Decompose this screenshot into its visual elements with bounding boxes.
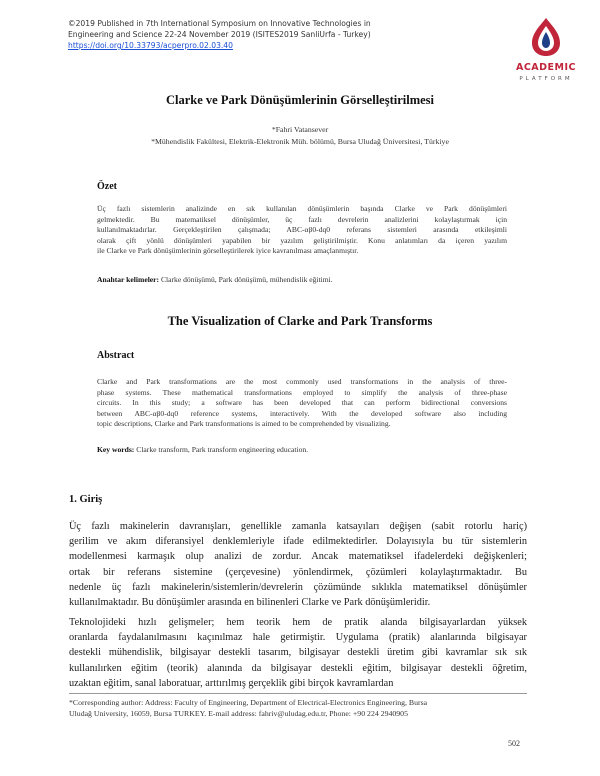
abstract-line: between ABC-αβ0-dq0 reference systems, interactively. With the developed software also including (97, 408, 507, 418)
abstract-keywords (97, 445, 507, 454)
abstract-keywords-text: Clarke transform, Park transform engineering education. (136, 445, 309, 454)
body-line: kullanılırken eğitim (teorik) alanında da bilgisayar destekli eğitim, bilgisayar destekli öğretim, (69, 662, 527, 674)
page-number: 502 (508, 739, 520, 748)
publication-header (68, 18, 398, 51)
header-line-2: Engineering and Science 22-24 November 2019 (ISITES2019 SanliUrfa - Turkey) (68, 30, 371, 39)
title-english: The Visualization of Clarke and Park Transforms (167, 314, 433, 328)
logo-name: ACADEMIC (515, 62, 576, 73)
abstract-paragraph (97, 377, 507, 430)
ozet-paragraph (97, 204, 507, 257)
academic-platform-logo-icon (508, 14, 584, 98)
body-line: kullanılmaktadır. Bu dönüşümler arasında en bilinenleri Clarke ve Park dönüşümleridir. (69, 597, 431, 609)
body-line: modellenmesi karmaşık olup analizi de zordur. Ancak matematiksel ifadelerdeki değişkenleri; (69, 551, 527, 563)
ozet-heading: Özet (97, 181, 117, 192)
abstract-heading: Abstract (97, 350, 135, 361)
body-line: Teknolojideki hızlı gelişmeler; hem teorik hem de pratik alanda bilgisayarlardan yüksek (69, 617, 527, 628)
doi-link[interactable]: https://doi.org/10.33793/acperpro.02.03.40 (68, 41, 233, 50)
footnote-divider (69, 693, 527, 694)
ozet-keywords-text: Clarke dönüşümü, Park dönüşümü, mühendislik eğitimi. (160, 275, 333, 284)
footnote-line-2: Uludağ University, 16059, Bursa TURKEY. E-mail address: fahriv@uludag.edu.tr, Phone: +90 224 2940905 (69, 709, 408, 718)
section1-paragraph-1 (69, 519, 527, 610)
ozet-line: gelmektedir. Bu matematiksel dönüşümler, üç fazlı devrelerin analizlerini kolaylaştırmak için (97, 214, 507, 224)
abstract-line: topic descriptions, Clarke and Park transformations is aimed to be comprehended by visualizing. (97, 419, 391, 429)
author: *Fahri Vatansever (271, 125, 329, 134)
ozet-keywords (97, 275, 507, 284)
footnote (69, 697, 527, 719)
body-line: destekli mühendislik, bilgisayar destekli tasarım, bilgisayar destekli üretim gibi kavramlar sık sık (69, 647, 527, 659)
body-line: nedenle üç fazlı makinelerin/sistemlerin/devrelerin çözümünde sıklıkla matematiksel dönüşümler (69, 581, 527, 593)
body-line: oranlarda faydalanılmasını kaçınılmaz hale getirmiştir. Uygulama (pratik) alanlarında bilgisayar (69, 632, 527, 644)
abstract-line: phase systems. These mathematical transformations employed to simplify the analysis of three-phase (97, 387, 507, 397)
ozet-line: ile Clarke ve Park dönüşümlerinin görselleştirilerek iyice kavranılması amaçlanmıştır. (97, 246, 359, 256)
abstract-line: circuits. In this study; a software has been developed that can perform bidirectional conversions (97, 398, 507, 408)
ozet-keywords-label: Anahtar kelimeler: (97, 275, 160, 284)
body-line: Üç fazlı makinelerin davranışları, genellikle zamanla katsayıları değişen (sabit rotorlu hariç) (69, 521, 527, 532)
logo-sub: PLATFORM (519, 76, 573, 82)
ozet-line: kullanılmaktadırlar. Gerçekleştirilen çalışmada; ABC-αβ0-dq0 referans sistemleri arasında etkileşimli (97, 225, 507, 235)
body-line: uzaktan eğitim, sanal laboratuar, arttırılmış gerçeklik gibi birçok kavramlardan (69, 677, 394, 689)
body-line: ortak bir referans sistemine (çerçevesine) yönlendirmek, çözümleri kolaylaştırmaktadır. Bu (69, 566, 527, 578)
body-line: gerilim ve akım diferansiyel denklemleriyle ifade edilmektedirler. Dolayısıyla bu tür sistemlerin (69, 536, 527, 548)
ozet-line: Üç fazlı sistemlerin analizinde en sık kullanılan dönüşümlerin başında Clarke ve Park dönüşümleri (97, 204, 507, 213)
ozet-line: olarak çift yönlü dönüşümleri yapabilen bir yazılım geliştirilmiştir. Konu anlatımları da içeren yazılım (97, 235, 507, 245)
section1-paragraph-2 (69, 615, 527, 691)
abstract-line: Clarke and Park transformations are the most commonly used transformations in the analysis of three- (97, 377, 507, 386)
section-heading: 1. Giriş (69, 494, 103, 505)
title-turkish: Clarke ve Park Dönüşümlerinin Görselleştirilmesi (165, 93, 435, 107)
footnote-line-1: *Corresponding author: Address: Faculty of Engineering, Department of Electrical-Electronics Engineering, Bursa (69, 698, 428, 707)
header-line-1: ©2019 Published in 7th International Symposium on Innovative Technologies in (68, 19, 371, 28)
affiliation: *Mühendislik Fakültesi, Elektrik-Elektronik Müh. bölümü, Bursa Uludağ Üniversitesi, Türkiye (151, 137, 449, 146)
abstract-keywords-label: Key words: (97, 445, 135, 454)
